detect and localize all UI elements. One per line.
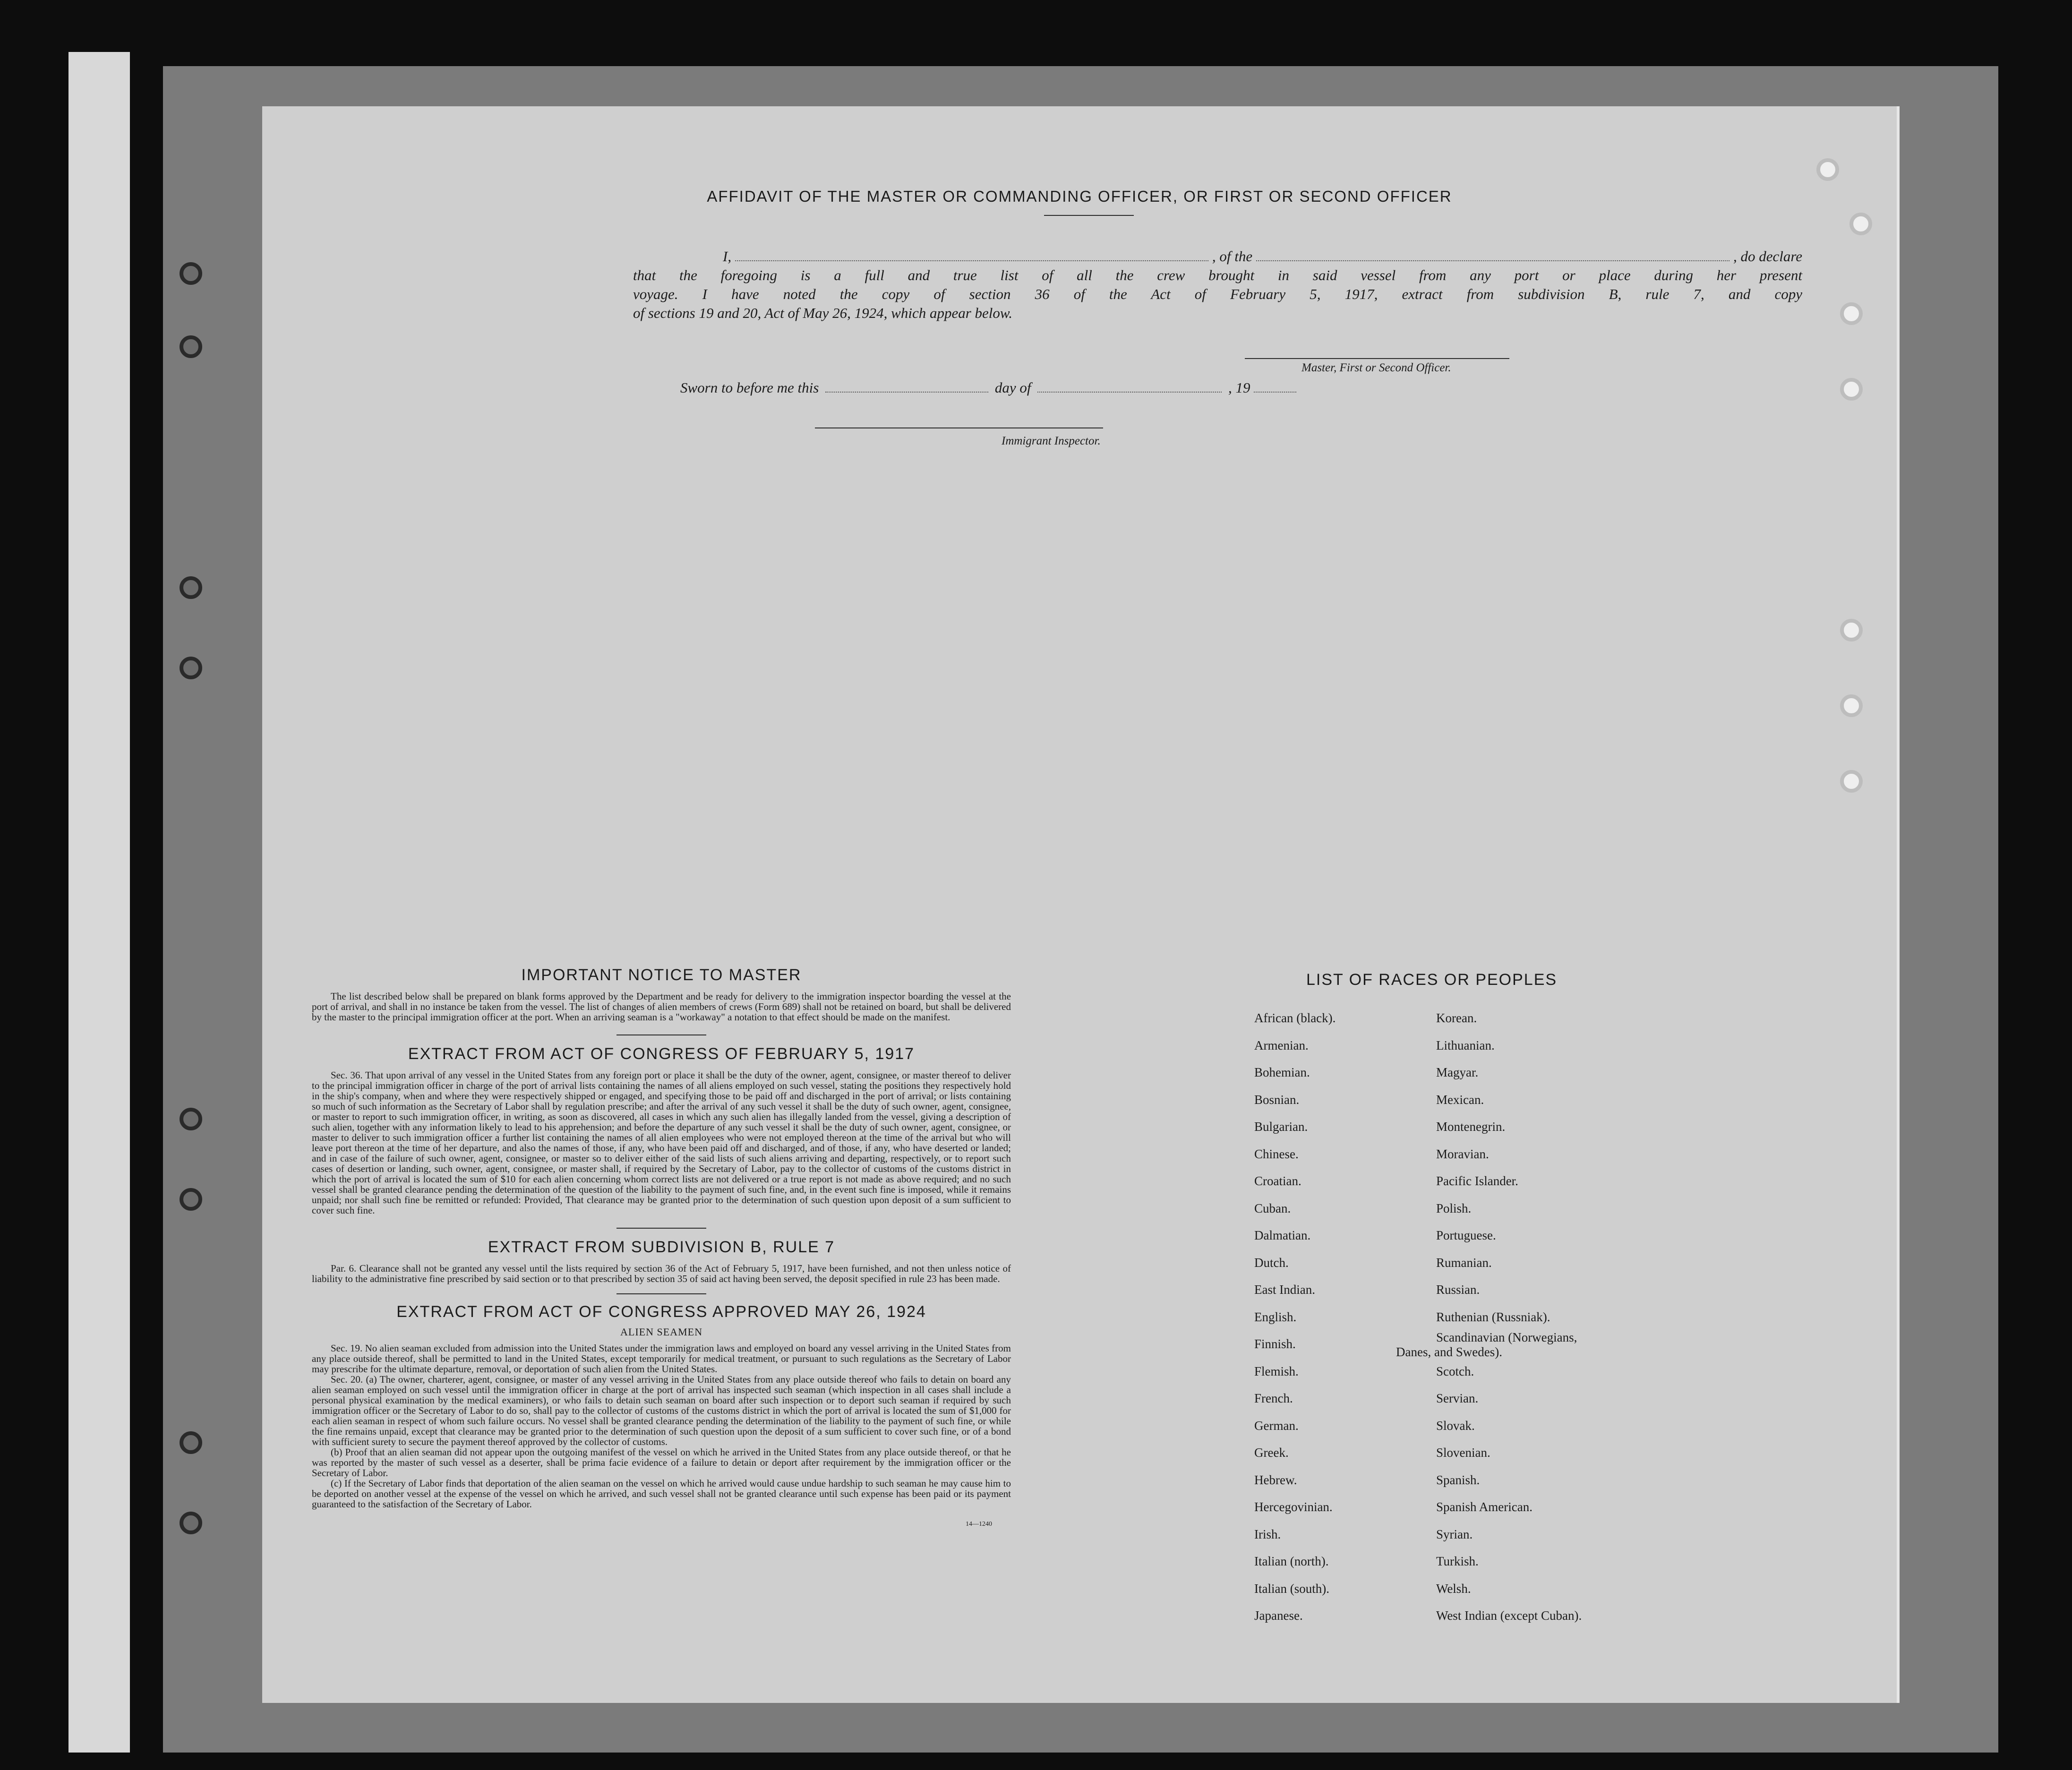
master-signature-line[interactable]: [1245, 358, 1509, 359]
punch-hole: [1840, 770, 1863, 793]
binder-strip: [68, 52, 130, 1753]
race-item: Bosnian.: [1254, 1092, 1300, 1107]
affidavit-i-label: I,: [723, 248, 732, 265]
race-item: Slovenian.: [1436, 1445, 1490, 1460]
affidavit-of-the: , of the: [1212, 248, 1253, 265]
extract1924-sec20b: (b) Proof that an alien seaman did not appear upon the outgoing manifest of the vessel on which he arrived in the United States from any place outside thereof, or that he was reported by the master of such vessel as a deserter, shall be prima facie evidence of a failure to detain or deport after requirement by the immigration officer or the Secretary of Labor.: [312, 1446, 1011, 1479]
punch-hole: [1816, 158, 1839, 181]
race-item: Pacific Islander.: [1436, 1174, 1518, 1188]
sworn-month-blank[interactable]: [1037, 392, 1222, 393]
affidavit-body: [633, 247, 1802, 323]
divider: [616, 1293, 706, 1294]
race-item-continuation: Danes, and Swedes).: [1396, 1345, 1502, 1359]
vessel-blank[interactable]: [1256, 260, 1730, 261]
rule7-text: Par. 6. Clearance shall not be granted any vessel until the lists required by section 36 of the Act of February 5, 1917, have been furnished, and not then unless notice of liability to the administrative fine prescribed by said section or to that prescribed by section 35 of said act having been served, the deposit specified in rule 23 has been made.: [312, 1263, 1011, 1284]
name-blank[interactable]: [735, 260, 1208, 261]
extract1917-text: Sec. 36. That upon arrival of any vessel in the United States from any foreign port or place it shall be the duty of the owner, agent, consignee, or master thereof to deliver to the principal immigration officer in charge of the port of arrival lists containing the names of all aliens employed on such vessel, stating the positions they respectively hold in the ship's company, when and where they were respectively shipped or engaged, and specifying those to be paid off and discharged in the port of arrival; or lists containing so much of such information as the Secretary of Labor shall by regulation prescribe; and after the arrival of any such vessel it shall be the duty of such owner, agent, consignee, or master to report to such immigration officer, in writing, as soon as discovered, all cases in which any such alien has illegally landed from the vessel, giving a description of such alien, together with any information likely to lead to his apprehension; and before the departure of any such vessel it shall be the duty of such owner, agent, consignee, or master to deliver to such immigration officer a further list containing the names of all alien employees who were not employed thereon at the time of the arrival but who will leave port thereon at the time of her departure, and also the names of those, if any, who have been paid off and discharged, and of those, if any, who have deserted or landed; and in case of the failure of such owner, agent, consignee, or master so to deliver either of the said lists of such aliens arriving and departing, respectively, or to report such cases of desertion or landing, such owner, agent, consignee, or master shall, if required by the Secretary of Labor, pay to the collector of customs of the customs district in which the port of arrival is located the sum of $10 for each alien concerning whom correct lists are not delivered or a true report is not made as above required; and no such vessel shall be granted clearance pending the determination of the question of the liability to the payment of such fine, and, in the event such fine is imposed, while it remains unpaid; nor shall such fine be remitted or refunded: Provided, That clearance may be granted prior to the determination of such question upon deposit of a sum sufficient to cover such fine.: [312, 1069, 1011, 1216]
notice-text: The list described below shall be prepared on blank forms approved by the Department and be ready for delivery to the immigration inspector boarding the vessel at the port of arrival, and shall in no instance be taken from the vessel. The list of changes of alien members of crews (Form 689) shall not be retained on board, but shall be delivered by the master to the principal immigration officer at the port. When an arriving seaman is a "workaway" a notation to that effect should be made on the manifest.: [312, 991, 1011, 1023]
form-number: 14—1240: [966, 1521, 992, 1528]
extract1924-title: EXTRACT FROM ACT OF CONGRESS APPROVED MAY 26, 1924: [396, 1303, 926, 1321]
binder-hole: [180, 1431, 202, 1454]
affidavit-title: AFFIDAVIT OF THE MASTER OR COMMANDING OFFICER, OR FIRST OR SECOND OFFICER: [707, 188, 1452, 205]
year-label: , 19: [1228, 379, 1250, 396]
race-item: Finnish.: [1254, 1337, 1296, 1351]
affidavit-line2: that the foregoing is a full and true list of all the crew brought in said vessel from any port or place during her present: [633, 267, 1802, 283]
race-item: African (black).: [1254, 1011, 1336, 1025]
punch-hole: [1840, 619, 1863, 641]
race-item: Dalmatian.: [1254, 1228, 1311, 1242]
extract1924-subtitle: ALIEN SEAMEN: [620, 1326, 702, 1338]
race-item: Cuban.: [1254, 1201, 1291, 1215]
races-title: LIST OF RACES OR PEOPLES: [1306, 971, 1558, 989]
sworn-year-blank[interactable]: [1254, 392, 1296, 393]
race-item: Armenian.: [1254, 1038, 1309, 1052]
notice-column: [312, 966, 1011, 1528]
rule7-title: EXTRACT FROM SUBDIVISION B, RULE 7: [488, 1238, 835, 1256]
affidavit-line3: voyage. I have noted the copy of section 36 of the Act of February 5, 1917, extract from subdivision B, rule 7, and copy: [633, 286, 1802, 302]
race-item: Spanish.: [1436, 1472, 1480, 1487]
race-item: Ruthenian (Russniak).: [1436, 1309, 1550, 1324]
race-item: Greek.: [1254, 1445, 1289, 1460]
race-item: Syrian.: [1436, 1527, 1473, 1541]
race-item: Spanish American.: [1436, 1500, 1533, 1514]
race-item: Magyar.: [1436, 1065, 1479, 1079]
affidavit-do-declare: , do declare: [1733, 248, 1803, 265]
race-item: Turkish.: [1436, 1554, 1479, 1568]
binder-hole: [180, 262, 202, 285]
race-item: Italian (south).: [1254, 1581, 1329, 1596]
extract1917-title: EXTRACT FROM ACT OF CONGRESS OF FEBRUARY 5, 1917: [408, 1045, 915, 1063]
race-item: Dutch.: [1254, 1255, 1289, 1270]
sworn-label: Sworn to before me this: [680, 379, 819, 396]
race-item: Rumanian.: [1436, 1255, 1492, 1270]
extract1924-sec19: Sec. 19. No alien seaman excluded from admission into the United States under the immigration laws and employed on board any vessel arriving in the United States from any place outside thereof, shall be permitted to land in the United States, except temporarily for medical treatment, or pursuant to such regulations as the Secretary of Labor may prescribe for the ultimate departure, removal, or deportation of such alien from the United States.: [312, 1342, 1011, 1375]
race-item: Scandinavian (Norwegians,: [1436, 1330, 1577, 1344]
document-sheet: [262, 106, 1900, 1703]
race-item: Chinese.: [1254, 1146, 1299, 1161]
race-item: Montenegrin.: [1436, 1120, 1506, 1134]
race-item: English.: [1254, 1309, 1297, 1324]
race-item: Italian (north).: [1254, 1554, 1329, 1568]
race-item: Hercegovinian.: [1254, 1500, 1333, 1514]
sworn-line: [680, 379, 1296, 396]
race-item: Croatian.: [1254, 1174, 1301, 1188]
race-item: Irish.: [1254, 1527, 1281, 1541]
binder-hole: [180, 1512, 202, 1534]
race-item: Servian.: [1436, 1391, 1479, 1405]
race-item: Mexican.: [1436, 1092, 1484, 1107]
inspector-signature-caption: Immigrant Inspector.: [1002, 435, 1101, 447]
binder-hole: [180, 576, 202, 599]
punch-hole: [1840, 694, 1863, 717]
race-item: Welsh.: [1436, 1581, 1471, 1596]
race-item: Bohemian.: [1254, 1065, 1310, 1079]
race-item: Moravian.: [1436, 1146, 1489, 1161]
race-item: Flemish.: [1254, 1364, 1299, 1378]
race-item: Bulgarian.: [1254, 1120, 1308, 1134]
punch-hole: [1840, 378, 1863, 401]
day-of-label: day of: [994, 379, 1031, 396]
punch-hole: [1840, 302, 1863, 325]
race-item: East Indian.: [1254, 1283, 1315, 1297]
divider: [1044, 215, 1134, 216]
race-item: French.: [1254, 1391, 1293, 1405]
race-item: German.: [1254, 1418, 1299, 1433]
race-item: Polish.: [1436, 1201, 1472, 1215]
race-item: Scotch.: [1436, 1364, 1474, 1378]
race-item: Hebrew.: [1254, 1472, 1297, 1487]
notice-title: IMPORTANT NOTICE TO MASTER: [521, 966, 802, 984]
race-item: West Indian (except Cuban).: [1436, 1608, 1582, 1623]
sworn-day-blank[interactable]: [825, 392, 988, 393]
binder-hole: [180, 1108, 202, 1130]
race-item: Japanese.: [1254, 1608, 1303, 1623]
punch-hole: [1849, 213, 1872, 235]
affidavit-line4: of sections 19 and 20, Act of May 26, 1924, which appear below.: [633, 305, 1013, 321]
binder-hole: [180, 335, 202, 358]
race-item: Korean.: [1436, 1011, 1477, 1025]
divider: [616, 1228, 706, 1229]
race-item: Lithuanian.: [1436, 1038, 1495, 1052]
race-item: Slovak.: [1436, 1418, 1475, 1433]
race-item: Russian.: [1436, 1283, 1480, 1297]
affidavit-line1: [633, 247, 1802, 266]
binder-hole: [180, 657, 202, 679]
extract1924-sec20a: Sec. 20. (a) The owner, charterer, agent, consignee, or master of any vessel arriving in the United States from any place outside thereof who fails to detain on board any alien seaman employed on such vessel until the immigration officer in charge at the port of arrival has inspected such seaman (which inspection in all cases shall include a personal physical examination by the medical examiners), or who fails to detain such seaman on board after such inspection or to deport such seaman if required by such immigration officer or the Secretary of Labor to do so, shall pay to the collector of customs of the customs district in which the port of arrival is located the sum of $1,000 for each alien seaman in respect of whom such failure occurs. No vessel shall be granted clearance pending the determination of the liability to the payment of such fine, or while the fine remains unpaid, except that clearance may be granted prior to the determination of such question upon the deposit of a sum sufficient to cover such fine, or of a bond with sufficient surety to secure the payment thereof approved by the collector of customs.: [312, 1374, 1011, 1447]
binder-hole: [180, 1188, 202, 1211]
extract1924-sec20c: (c) If the Secretary of Labor finds that deportation of the alien seaman on the vessel on which he arrived would cause undue hardship to such seaman he may cause him to be deported on another vessel at the expense of the vessel on which he arrived, and such vessel shall not be granted clearance until such expense has been paid or its payment guaranteed to the satisfaction of the Secretary of Labor.: [312, 1478, 1011, 1510]
race-item: Portuguese.: [1436, 1228, 1496, 1242]
master-signature-caption: Master, First or Second Officer.: [1301, 361, 1451, 374]
